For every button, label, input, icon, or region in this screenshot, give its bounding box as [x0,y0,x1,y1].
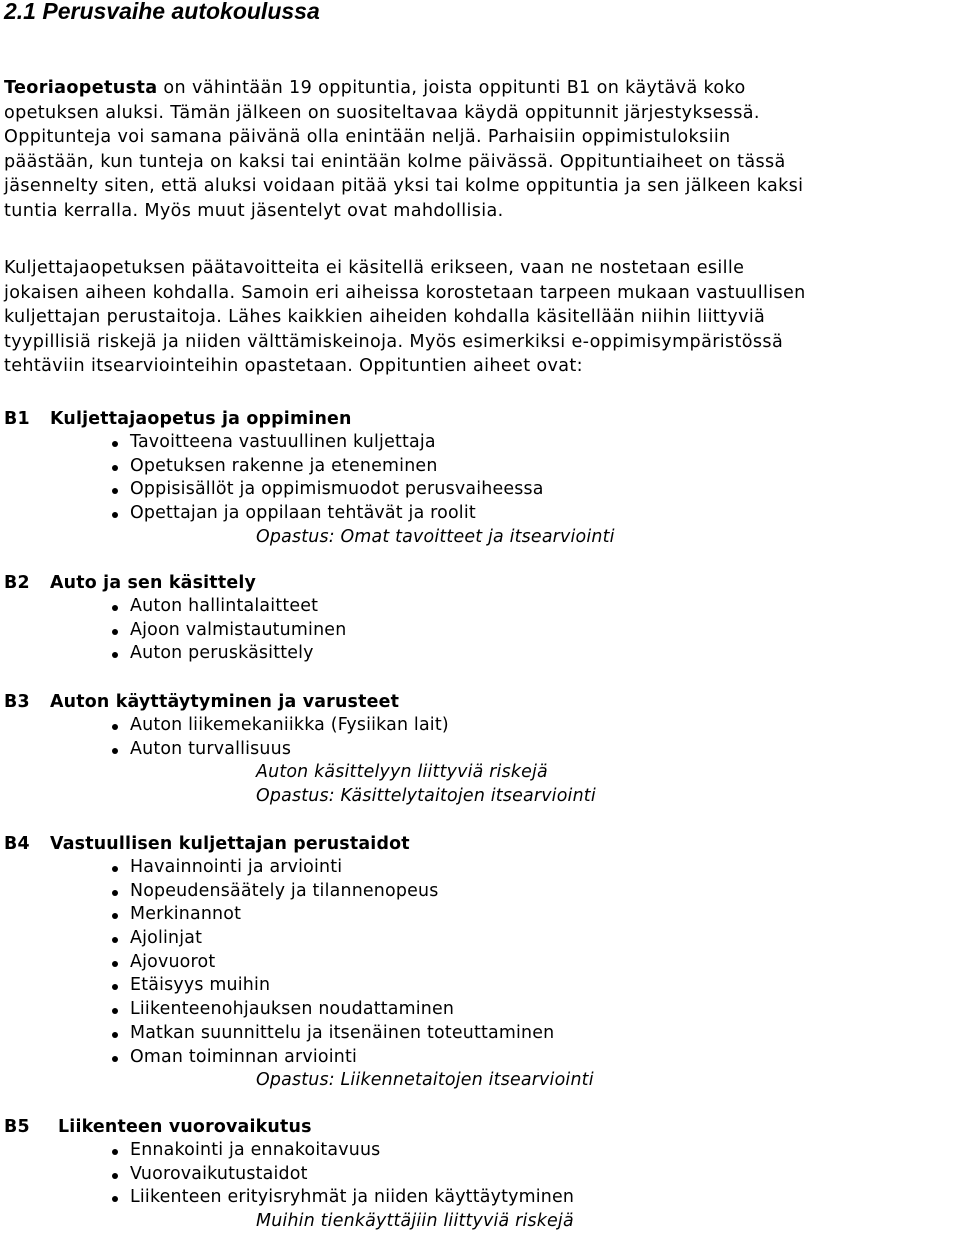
lesson-section-b2 [4,571,954,666]
topic-list [4,1139,954,1210]
intro-paragraph [4,76,958,223]
section-note: Opastus: Liikennetaitojen itsearviointi [256,1070,594,1091]
section-heading [4,407,954,431]
section-heading [4,571,954,595]
section-heading [4,690,954,714]
section-heading [4,1115,954,1139]
lesson-section-b4 [4,832,954,1093]
section-code: B1 [4,409,30,429]
topic-item: Etäisyys muihin [130,974,954,998]
intro-bold-term: Teoriaopetusta [4,78,158,98]
section-code: B3 [4,692,30,712]
section-code: B4 [4,834,30,854]
intro-line: opetuksen aluksi. Tämän jälkeen on suositeltavaa käydä oppitunnit järjestyksessä. [4,102,760,123]
section-title: Kuljettajaopetus ja oppiminen [50,409,352,429]
intro-line: jäsennelty siten, että aluksi voidaan pitää yksi tai kolme oppituntia ja sen jälkeen kaksi [4,176,804,196]
section-note: Opastus: Käsittelytaitojen itsearviointi [256,786,596,807]
section-title: Liikenteen vuorovaikutus [58,1117,312,1137]
topic-item: Ennakointi ja ennakoitavuus [130,1139,954,1163]
section-code: B5 [4,1117,30,1137]
topic-list [4,431,954,526]
section-note: Auton käsittelyyn liittyviä riskejä [256,762,548,783]
topic-item: Opetuksen rakenne ja eteneminen [130,455,954,479]
intro-line: Teoriaopetusta on vähintään 19 oppituntia, joista oppitunti B1 on käytävä koko [4,78,746,98]
topic-item: Auton liikemekaniikka (Fysiikan lait) [130,714,954,738]
topic-item: Ajolinjat [130,927,954,951]
topic-item: Oppisisällöt ja oppimismuodot perusvaiheessa [130,478,954,502]
topic-list [4,714,954,761]
goals-line: jokaisen aiheen kohdalla. Samoin eri aiheissa korostetaan tarpeen mukaan vastuullisen [4,282,806,303]
section-title: Auto ja sen käsittely [50,573,257,593]
topic-list [4,856,954,1069]
topic-item: Havainnointi ja arviointi [130,856,954,880]
document-title: 2.1 Perusvaihe autokoulussa [4,0,320,24]
section-code: B2 [4,573,30,593]
topic-item: Auton turvallisuus [130,738,954,762]
topic-item: Oman toiminnan arviointi [130,1046,954,1070]
lesson-section-b5 [4,1115,954,1234]
intro-line: Oppitunteja voi samana päivänä olla enintään neljä. Parhaisiin oppimistuloksiin [4,127,731,147]
topic-item: Opettajan ja oppilaan tehtävät ja roolit [130,502,954,526]
section-title: Auton käyttäytyminen ja varusteet [50,692,400,712]
section-note: Muihin tienkäyttäjiin liittyviä riskejä [256,1211,574,1232]
topic-list [4,595,954,666]
goals-line: Kuljettajaopetuksen päätavoitteita ei käsitellä erikseen, vaan ne nostetaan esille [4,258,745,278]
intro-line: tuntia kerralla. Myös muut jäsentelyt ovat mahdollisia. [4,200,504,221]
topic-item: Ajoon valmistautuminen [130,619,954,643]
topic-item: Auton peruskäsittely [130,642,954,666]
topic-item: Liikenteenohjauksen noudattaminen [130,998,954,1022]
topic-item: Matkan suunnittelu ja itsenäinen toteuttaminen [130,1022,954,1046]
goals-line: tyypillisiä riskejä ja niiden välttämiskeinoja. Myös esimerkiksi e-oppimisympäristössä [4,331,784,352]
section-heading [4,832,954,856]
topic-item: Liikenteen erityisryhmät ja niiden käyttäytyminen [130,1186,954,1210]
topic-item: Tavoitteena vastuullinen kuljettaja [130,431,954,455]
goals-paragraph [4,256,958,379]
topic-item: Merkinannot [130,903,954,927]
goals-line: tehtäviin itsearviointeihin opastetaan. Oppituntien aiheet ovat: [4,356,583,376]
lesson-section-b1 [4,407,954,549]
lesson-section-b3 [4,690,954,809]
topic-item: Nopeudensäätely ja tilannenopeus [130,880,954,904]
section-note: Opastus: Omat tavoitteet ja itsearviointi [256,526,615,547]
topic-item: Ajovuorot [130,951,954,975]
topic-item: Auton hallintalaitteet [130,595,954,619]
goals-line: kuljettajan perustaitoja. Lähes kaikkien aiheiden kohdalla käsitellään niihin liittyviä [4,307,766,327]
section-title: Vastuullisen kuljettajan perustaidot [50,834,410,854]
topic-item: Vuorovaikutustaidot [130,1163,954,1187]
intro-line: päästään, kun tunteja on kaksi tai enintään kolme päivässä. Oppituntiaiheet on tässä [4,151,786,172]
